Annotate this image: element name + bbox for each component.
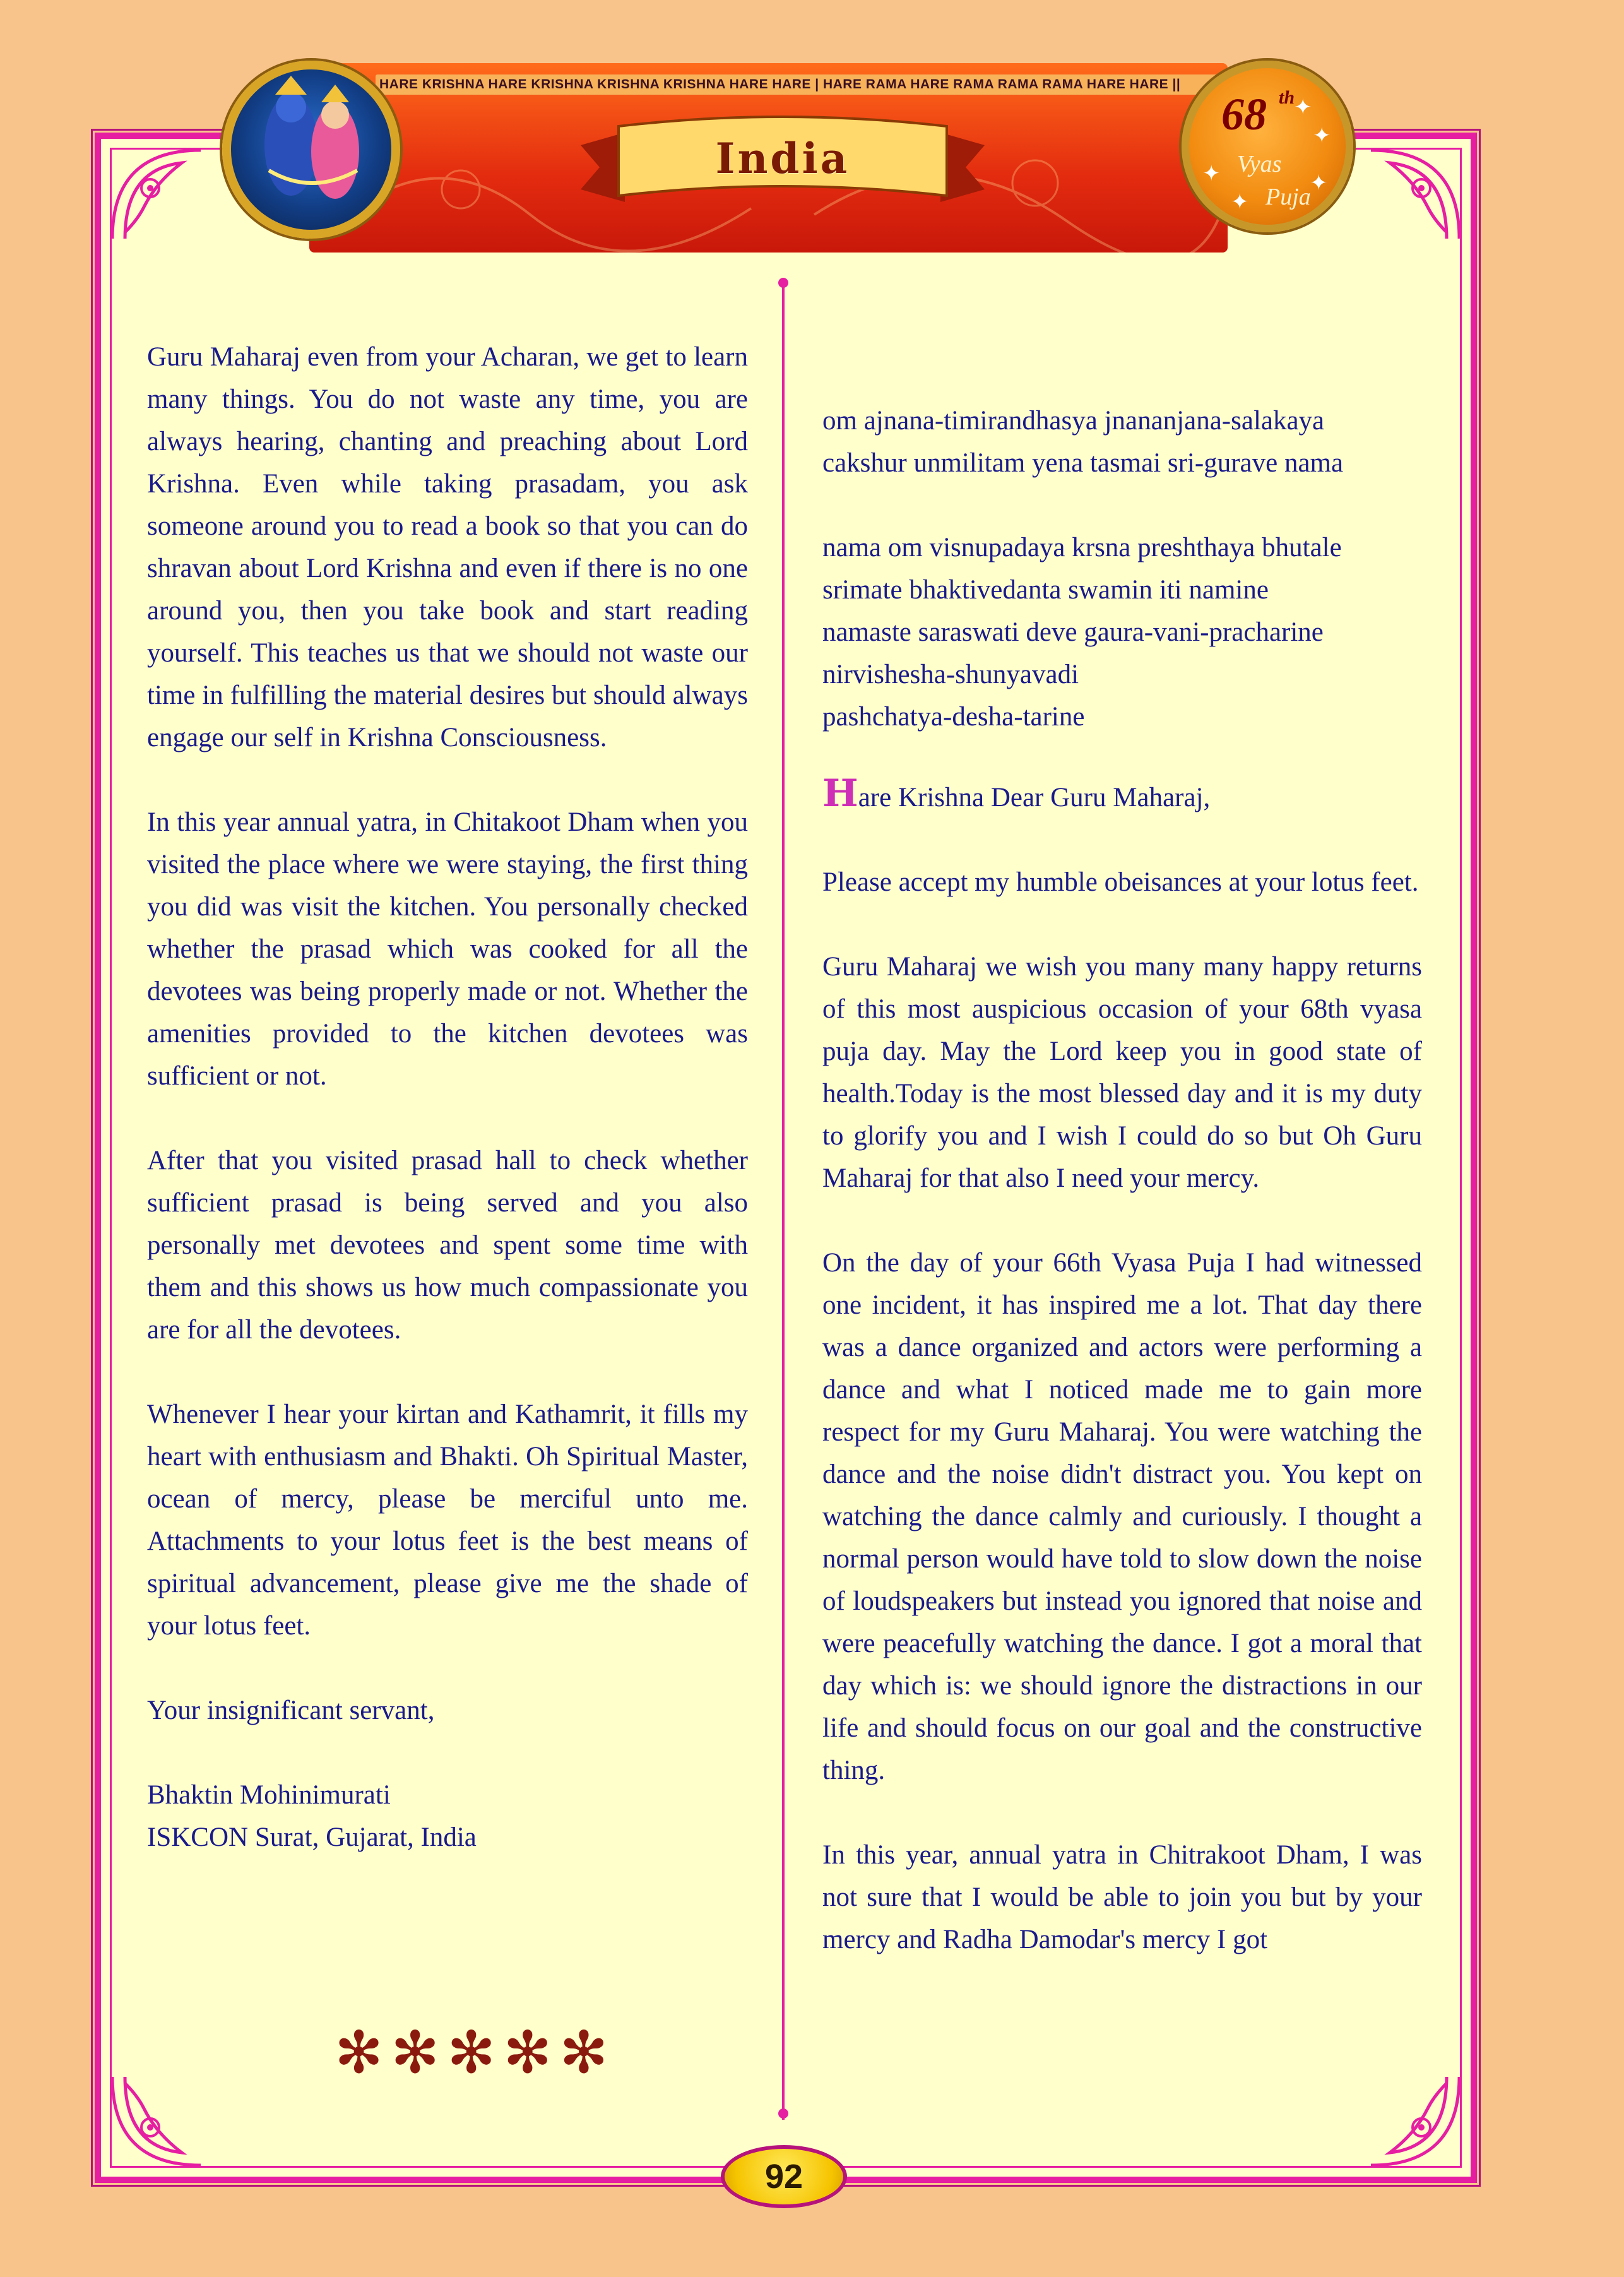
badge-suffix: th <box>1279 87 1295 108</box>
verse-line: nirvishesha-shunyavadi <box>822 660 1079 689</box>
paragraph: Guru Maharaj even from your Acharan, we get to learn many things. You do not waste any time, you are always hearing, chanting and preaching about Lord Krishna. Even while taking prasadam, you ask someone around you to read a book so that you can do shravan about Lord Krishna and even if there is no one around you, then you take book and start reading yourself. This teaches us that we should not waste our time in fulfilling the material desires but should always engage our self in Krishna Consciousness. <box>147 342 748 752</box>
paragraph: Please accept my humble obeisances at your lotus feet. <box>822 867 1419 897</box>
verse-line: om ajnana-timirandhasya jnananjana-salakaya <box>822 406 1325 436</box>
verse-line: cakshur unmilitam yena tasmai sri-gurave nama <box>822 448 1344 478</box>
mantra-text: HARE KRISHNA HARE KRISHNA KRISHNA KRISHNA HARE HARE | HARE RAMA HARE RAMA RAMA RAMA HARE HARE || <box>376 74 1229 95</box>
sparkle-icon: ✦ <box>1202 162 1221 186</box>
column-divider <box>782 283 785 2120</box>
page-number: 92 <box>721 2145 847 2208</box>
divider-dot-bottom <box>778 2108 788 2119</box>
verse-line: srimate bhaktivedanta swamin iti namine <box>822 575 1269 605</box>
closing-line: Your insignificant servant, <box>147 1696 435 1725</box>
salutation-text: are Krishna Dear Guru Maharaj, <box>858 783 1211 812</box>
divider-dot-top <box>778 278 788 288</box>
banner-title: India <box>715 134 850 183</box>
badge-number: 68 <box>1221 89 1267 140</box>
badge-puja-label: Puja <box>1265 184 1311 210</box>
salutation <box>822 771 1422 819</box>
sparkle-icon: ✦ <box>1313 124 1331 148</box>
paragraph: Guru Maharaj we wish you many many happy returns of this most auspicious occasion of your 68th vyasa puja day. May the Lord keep you in good state of health.Today is the most blessed day and it is my duty to glorify you and I wish I could do so but Oh Guru Maharaj for that also I need your mercy. <box>822 952 1422 1193</box>
signature-name: Bhaktin Mohinimurati <box>147 1780 391 1810</box>
corner-ornament-top-right <box>1365 144 1466 245</box>
verse-line: namaste saraswati deve gaura-vani-pracharine <box>822 617 1324 647</box>
paragraph: On the day of your 66th Vyasa Puja I had witnessed one incident, it has inspired me a lot. That day there was a dance organized and actors were performing a dance and what I noticed made me to gain more respect for my Guru Maharaj. You were watching the dance and the noise didn't distract you. You kept on watching the dance calmly and curiously. I thought a normal person would have told to slow down the noise of loudspeakers but instead you ignored that noise and were peacefully watching the dance. I got a moral that day which is: we should ignore the distractions in our life and should focus on our goal and the constructive thing. <box>822 1248 1422 1785</box>
corner-ornament-top-left <box>106 144 207 245</box>
verse-line: nama om visnupadaya krsna preshthaya bhutale <box>822 533 1342 562</box>
badge-vyas-label: Vyas <box>1237 151 1282 177</box>
sparkle-icon: ✦ <box>1310 172 1328 195</box>
paragraph: Whenever I hear your kirtan and Kathamrit, it fills my heart with enthusiasm and Bhakti. Oh Spiritual Master, ocean of mercy, please be merciful unto me. Attachments to your lotus feet is the best means of spiritual advancement, please give me the shade of your lotus feet. <box>147 1400 748 1641</box>
sparkle-icon: ✦ <box>1231 191 1249 214</box>
paragraph: After that you visited prasad hall to check whether sufficient prasad is being served and you also personally met devotees and spent some time with them and this shows us how much compassionate you are for all the devotees. <box>147 1146 748 1345</box>
deity-medallion-image <box>222 61 400 239</box>
sparkle-icon: ✦ <box>1294 96 1312 119</box>
verse-line: pashchatya-desha-tarine <box>822 702 1085 732</box>
corner-ornament-bottom-right <box>1365 2071 1466 2172</box>
signature-location: ISKCON Surat, Gujarat, India <box>147 1822 477 1852</box>
separator-stars: ✻✻✻✻✻ <box>335 2019 616 2086</box>
corner-ornament-bottom-left <box>106 2071 207 2172</box>
left-column <box>147 336 748 1858</box>
right-column <box>822 400 1422 1961</box>
paragraph: In this year, annual yatra in Chitrakoot Dham, I was not sure that I would be able to join you but by your mercy and Radha Damodar's mercy I got <box>822 1840 1422 1954</box>
paragraph: In this year annual yatra, in Chitakoot Dham when you visited the place where we were staying, the first thing you did was visit the kitchen. You personally checked whether the prasad which was cooked for all the devotees was being properly made or not. Whether the amenities provided to the kitchen devotees was sufficient or not. <box>147 807 748 1091</box>
drop-cap: H <box>822 771 858 816</box>
